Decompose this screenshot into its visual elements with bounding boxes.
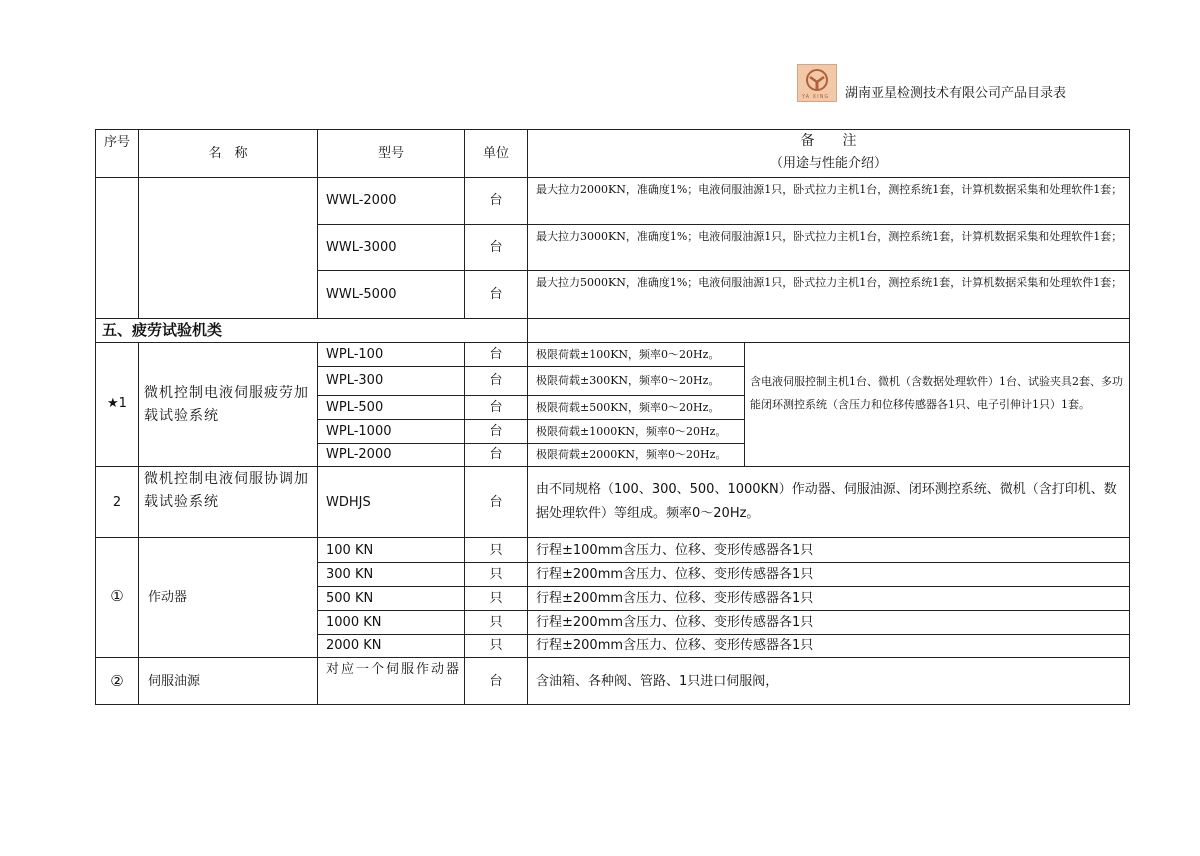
wpl-unit-1000: 台	[489, 424, 503, 439]
logo-text: YA XING	[802, 94, 830, 100]
actuator-model-1000: 1000 KN	[326, 615, 382, 630]
actuator-unit-100: 只	[489, 543, 503, 558]
wpl-model-500: WPL-500	[326, 400, 384, 415]
actuator-remark-100: 行程±100mm含压力、位移、变形传感器各1只	[536, 543, 814, 558]
wwl-remark-3000: 最大拉力3000KN，准确度1%；电液伺服油源1只，卧式拉力主机1台，测控系统1套，计算机数据采集和处理软件1套；	[536, 230, 1123, 243]
oil-name: 伺服油源	[148, 674, 201, 689]
wdhjs-unit: 台	[489, 495, 503, 510]
wwl-unit-3000: 台	[489, 240, 503, 255]
logo-icon	[805, 68, 829, 92]
wwl-model-3000: WWL-3000	[326, 240, 397, 255]
wwl-remark-2000: 最大拉力2000KN，准确度1%；电液伺服油源1只，卧式拉力主机1台，测控系统1套，计算机数据采集和处理软件1套；	[536, 183, 1123, 196]
actuator-name: 作动器	[148, 590, 188, 605]
actuator-model-100: 100 KN	[326, 543, 374, 558]
actuator-model-500: 500 KN	[326, 591, 374, 606]
wpl-remark-500: 极限荷载±500KN，频率0～20Hz。	[536, 401, 720, 414]
actuator-remark-1000: 行程±200mm含压力、位移、变形传感器各1只	[536, 615, 814, 630]
wwl-unit-2000: 台	[489, 193, 503, 208]
actuator-unit-1000: 只	[489, 615, 503, 630]
wpl-model-300: WPL-300	[326, 373, 384, 388]
actuator-unit-500: 只	[489, 591, 503, 606]
wwl-model-5000: WWL-5000	[326, 287, 397, 302]
header-model: 型号	[377, 146, 404, 161]
wpl-unit-100: 台	[489, 347, 503, 362]
oil-remark: 含油箱、各种阀、管路、1只进口伺服阀，	[536, 674, 779, 689]
wpl-remark-100: 极限荷载±100KN，频率0～20Hz。	[536, 348, 720, 361]
actuator-remark-500: 行程±200mm含压力、位移、变形传感器各1只	[536, 591, 814, 606]
wpl-unit-2000: 台	[489, 447, 503, 462]
header-remark-sub: （用途与性能介绍）	[769, 156, 887, 171]
wpl-model-2000: WPL-2000	[326, 447, 392, 462]
wpl-name: 微机控制电液伺服疲劳加载试验系统	[144, 385, 309, 424]
header-seq: 序号	[103, 135, 130, 150]
wdhjs-name: 微机控制电液伺服协调加载试验系统	[144, 471, 309, 510]
header-remark-title: 备 注	[800, 133, 857, 149]
wpl-unit-500: 台	[489, 400, 503, 415]
actuator-model-300: 300 KN	[326, 567, 374, 582]
wpl-remark-300: 极限荷载±300KN，频率0～20Hz。	[536, 374, 720, 387]
company-title: 湖南亚星检测技术有限公司产品目录表	[845, 86, 1067, 101]
actuator-unit-300: 只	[489, 567, 503, 582]
header-unit: 单位	[482, 146, 509, 161]
wpl-seq: ★1	[107, 396, 127, 411]
wdhjs-remark: 由不同规格（100、300、500、1000KN）作动器、伺服油源、闭环测控系统、微机（含打印机、数据处理软件）等组成。频率0～20Hz。	[536, 482, 1117, 521]
wwl-remark-5000: 最大拉力5000KN，准确度1%；电液伺服油源1只，卧式拉力主机1台，测控系统1套，计算机数据采集和处理软件1套；	[536, 276, 1123, 289]
actuator-seq: ①	[110, 587, 124, 605]
wwl-unit-5000: 台	[489, 287, 503, 302]
wpl-model-1000: WPL-1000	[326, 424, 392, 439]
actuator-remark-2000: 行程±200mm含压力、位移、变形传感器各1只	[536, 638, 814, 653]
header-name: 名 称	[208, 146, 248, 161]
actuator-unit-2000: 只	[489, 638, 503, 653]
actuator-remark-300: 行程±200mm含压力、位移、变形传感器各1只	[536, 567, 814, 582]
wpl-remark-1000: 极限荷载±1000KN，频率0～20Hz。	[536, 425, 727, 438]
actuator-model-2000: 2000 KN	[326, 638, 382, 653]
oil-model: 对应一个伺服作动器	[326, 662, 462, 677]
wwl-model-2000: WWL-2000	[326, 193, 397, 208]
wdhjs-model: WDHJS	[326, 495, 371, 510]
wpl-unit-300: 台	[489, 373, 503, 388]
company-logo	[797, 64, 837, 102]
wpl-remark-2000: 极限荷载±2000KN，频率0～20Hz。	[536, 448, 727, 461]
wpl-model-100: WPL-100	[326, 347, 384, 362]
wpl-common-remark: 含电液伺服控制主机1台、微机（含数据处理软件）1台、试验夹具2套、多功能闭环测控系统（含压力和位移传感器各1只、电子引伸计1只）1套。	[750, 375, 1123, 411]
page-header	[797, 64, 1097, 104]
oil-unit: 台	[489, 674, 503, 689]
section-heading: 五、疲劳试验机类	[102, 321, 223, 339]
oil-seq: ②	[110, 672, 124, 690]
wdhjs-seq: 2	[112, 495, 122, 510]
